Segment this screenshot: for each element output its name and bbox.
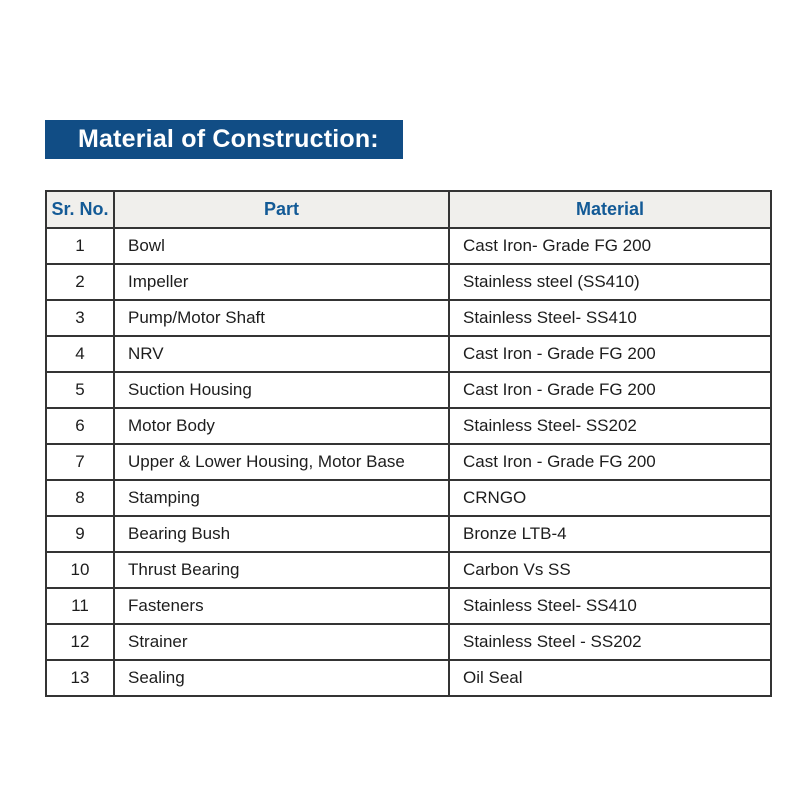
sr-cell: 2	[46, 264, 114, 300]
table-row	[46, 588, 771, 624]
part-cell: Fasteners	[114, 588, 449, 624]
sr-cell: 10	[46, 552, 114, 588]
material-cell: Cast Iron- Grade FG 200	[449, 228, 771, 264]
table-row	[46, 264, 771, 300]
materials-table	[45, 190, 772, 697]
part-cell: Impeller	[114, 264, 449, 300]
table-header-row	[46, 191, 771, 228]
table-row	[46, 624, 771, 660]
part-cell: Stamping	[114, 480, 449, 516]
material-cell: Bronze LTB-4	[449, 516, 771, 552]
part-cell: Sealing	[114, 660, 449, 696]
table-row	[46, 552, 771, 588]
table-row	[46, 372, 771, 408]
part-cell: Upper & Lower Housing, Motor Base	[114, 444, 449, 480]
table-row	[46, 336, 771, 372]
sr-cell: 12	[46, 624, 114, 660]
table-row	[46, 228, 771, 264]
section-title-banner	[45, 120, 403, 159]
col-header-sr-no: Sr. No.	[46, 191, 114, 228]
sr-cell: 3	[46, 300, 114, 336]
table-row	[46, 480, 771, 516]
sr-cell: 7	[46, 444, 114, 480]
table-row	[46, 660, 771, 696]
material-cell: Cast Iron - Grade FG 200	[449, 336, 771, 372]
table-row	[46, 516, 771, 552]
part-cell: Motor Body	[114, 408, 449, 444]
sr-cell: 6	[46, 408, 114, 444]
material-cell: Stainless Steel- SS410	[449, 588, 771, 624]
part-cell: Pump/Motor Shaft	[114, 300, 449, 336]
sr-cell: 13	[46, 660, 114, 696]
sr-cell: 9	[46, 516, 114, 552]
material-cell: CRNGO	[449, 480, 771, 516]
material-cell: Stainless Steel- SS410	[449, 300, 771, 336]
sr-cell: 8	[46, 480, 114, 516]
part-cell: Strainer	[114, 624, 449, 660]
section-title: Material of Construction:	[78, 125, 379, 153]
table-row	[46, 444, 771, 480]
sr-cell: 1	[46, 228, 114, 264]
material-cell: Stainless Steel- SS202	[449, 408, 771, 444]
material-cell: Carbon Vs SS	[449, 552, 771, 588]
part-cell: Bowl	[114, 228, 449, 264]
material-cell: Stainless steel (SS410)	[449, 264, 771, 300]
part-cell: NRV	[114, 336, 449, 372]
col-header-part: Part	[114, 191, 449, 228]
col-header-material: Material	[449, 191, 771, 228]
part-cell: Thrust Bearing	[114, 552, 449, 588]
sr-cell: 5	[46, 372, 114, 408]
material-cell: Oil Seal	[449, 660, 771, 696]
material-cell: Stainless Steel - SS202	[449, 624, 771, 660]
material-cell: Cast Iron - Grade FG 200	[449, 372, 771, 408]
material-cell: Cast Iron - Grade FG 200	[449, 444, 771, 480]
table-row	[46, 300, 771, 336]
part-cell: Bearing Bush	[114, 516, 449, 552]
sr-cell: 4	[46, 336, 114, 372]
table-row	[46, 408, 771, 444]
part-cell: Suction Housing	[114, 372, 449, 408]
sr-cell: 11	[46, 588, 114, 624]
